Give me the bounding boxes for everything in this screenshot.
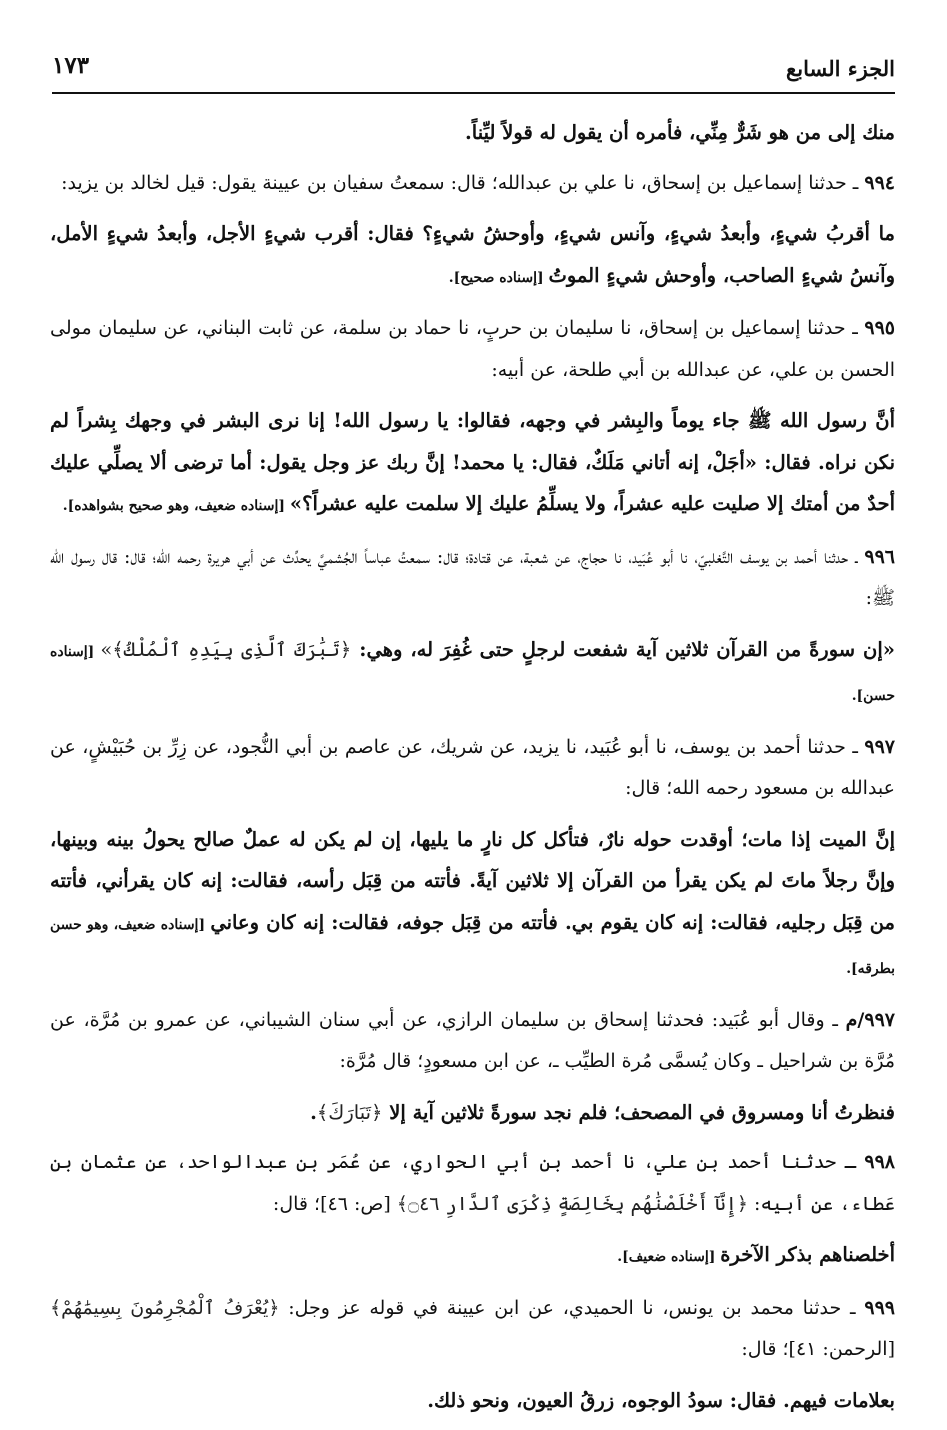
- page-number: ١٧٣: [52, 52, 90, 79]
- hadith-text: فنظرتُ أنا ومسروق في المصحف؛ فلم نجد سورةً ثلاثين آية إلا ﴿تَبَارَكَ﴾.: [310, 1100, 895, 1124]
- hadith-chain: ٩٩٧/م ـ وقال أبو عُبَيد: فحدثنا إسحاق بن سليمان الرازي، عن أبي سنان الشيباني، عن عمرو بن مُرَّة، عن مُرَّة بن شراحيل ـ وكان يُسمَّى مُرة الطيِّب ـ، عن ابن مسعودٍ؛ قال مُرَّة:: [50, 1008, 895, 1072]
- quran-verse: ﴿إِنَّآ أَخْلَصْنَٰهُم بِخَالِصَةٍ ذِكْرَى ٱلدَّارِ ۝٤٦﴾: [396, 1192, 749, 1215]
- hadith-text: أنَّ رسول الله ﷺ جاء يوماً والبِشر في وجهه، فقالوا: يا رسول الله! إنا نرى البشر في وجهك بِشراً لم نكن نراه. فقال: «أجَلْ، إنه أتاني مَلَكٌ، فقال: يا محمد! إنَّ ربك عز وجل يقول: أما ترضى ألا يصلِّي عليك أحدٌ من أمتك إلا صليت عليه عشراً، ولا يسلِّمُ عليك إلا سلمت عليه عشراً؟» [إسناده ضعيف، وهو صحيح بشواهده].: [50, 409, 895, 515]
- page-header: [52, 40, 895, 94]
- running-title: الجزء السابع: [786, 56, 895, 81]
- hadith-number: ٩٩٥: [864, 317, 895, 339]
- hadith-number: ٩٩٧: [864, 735, 895, 758]
- grading-note: [إسناده ضعيف].: [617, 1249, 721, 1265]
- hadith-text: «إن سورةً من القرآن ثلاثين آية شفعت لرجلٍ حتى غُفِرَ له، وهي: ﴿تَبَٰرَكَ ٱلَّذِى بِيَدِهِ ٱلْمُلْكُ﴾» [إسناده حسن].: [50, 637, 895, 704]
- hadith-text: منك إلى من هو شَرٌّ مِنِّي، فأمره أن يقول له قولاً ليِّناً.: [465, 121, 895, 144]
- hadith-number: ٩٩٤: [864, 171, 895, 194]
- hadith-number: ٩٩٨: [864, 1151, 895, 1173]
- page-body: [50, 112, 895, 1430]
- grading-note: [إسناده صحيح].: [448, 269, 549, 286]
- hadith-chain: ٩٩٩ ـ حدثنا محمد بن يونس، نا الحميدي، عن ابن عيينة في قوله عز وجل: ﴿يُعْرَفُ ٱلْمُجْرِمُونَ بِسِيمَٰهُمْ﴾ [الرحمن: ٤١]؛ قال:: [50, 1296, 895, 1360]
- hadith-chain: ٩٩٧ ـ حدثنا أحمد بن يوسف، نا أبو عُبَيد، نا يزيد، عن شريك، عن عاصم بن أبي النُّجود، عن زِرِّ بن حُبَيْشٍ، عن عبدالله بن مسعود رحمه الله؛ قال:: [50, 735, 895, 799]
- hadith-number: ٩٩٦: [864, 545, 895, 568]
- grading-note: [إسناده ضعيف، وهو صحيح بشواهده].: [62, 498, 290, 514]
- hadith-text: بعلامات فيهم. فقال: سودُ الوجوه، زرقُ العيون، ونحو ذلك.: [427, 1388, 895, 1412]
- quran-verse: ﴿تَبَارَكَ﴾: [316, 1100, 383, 1124]
- quran-verse: ﴿تَبَٰرَكَ ٱلَّذِى بِيَدِهِ ٱلْمُلْكُ﴾»: [100, 637, 352, 661]
- hadith-text: ما أقربُ شيءٍ، وأبعدُ شيءٍ، وآنس شيءٍ، وأوحشُ شيءٍ؟ فقال: أقرب شيءٍ الأجل، وأبعدُ شيءٍ الأمل، وآنسُ شيءٍ الصاحب، وأوحش شيءٍ الموتُ [إسناده صحيح].: [50, 222, 895, 287]
- hadith-number: ٩٩٩: [864, 1296, 895, 1319]
- hadith-text: أخلصناهم بذكر الآخرة [إسناده ضعيف].: [617, 1243, 895, 1266]
- hadith-number: ٩٩٧/م: [845, 1008, 895, 1031]
- grading-note: [إسناده ضعيف، وهو حسن بطرقه].: [50, 916, 895, 977]
- hadith-chain: ٩٩٥ ـ حدثنا إسماعيل بن إسحاق، نا سليمان بن حربٍ، نا حماد بن سلمة، عن ثابت البناني، عن سليمان مولى الحسن بن علي، عن عبدالله بن أبي طلحة، عن أبيه:: [50, 317, 895, 381]
- hadith-chain: ٩٩٦ ـ حدثنا أحمد بن يوسف التَّغلبيّ، نا أبو عُبَيد، نا حجاج، عن شعبة، عن قتادة؛ قال: سمعتُ عباساً الجُشميَّ يحدِّث عن أبي هريرة رحمه الله؛ قال: قال رسول الله ﷺ:: [50, 545, 895, 609]
- hadith-chain: ٩٩٨ ـ حدثنا أحمد بن علي، نا أحمد بن أبي الحواري، عن عُمَر بن عبدالواحد، عن عثمان بن عَطاء، عن أبيه: ﴿إِنَّآ أَخْلَصْنَٰهُم بِخَالِصَةٍ ذِكْرَى ٱلدَّارِ ۝٤٦﴾ [ص: ٤٦]؛ قال:: [50, 1151, 895, 1215]
- quran-verse: ﴿يُعْرَفُ ٱلْمُجْرِمُونَ بِسِيمَٰهُمْ﴾: [50, 1296, 280, 1319]
- hadith-text: إنَّ الميت إذا مات؛ أوقدت حوله نارٌ، فتأكل كل نارٍ ما يليها، إن لم يكن له عملٌ صالح يحولُ بينه وبينها، وإنَّ رجلاً ماتَ لم يكن يقرأ من القرآن إلا ثلاثين آيةً. فأتته من قِبَل رأسه، فقالت: إنه كان يقرأني، فأتته من قِبَل رجليه، فقالت: إنه كان يقوم بي. فأتته من قِبَل جوفه، فقالت: إنه كان وعاني [إسناده ضعيف، وهو حسن بطرقه].: [50, 827, 895, 977]
- grading-note: [إسناده حسن].: [50, 643, 895, 704]
- hadith-chain: ٩٩٤ ـ حدثنا إسماعيل بن إسحاق، نا علي بن عبدالله؛ قال: سمعتُ سفيان بن عيينة يقول: قيل لخالد بن يزيد:: [61, 171, 895, 194]
